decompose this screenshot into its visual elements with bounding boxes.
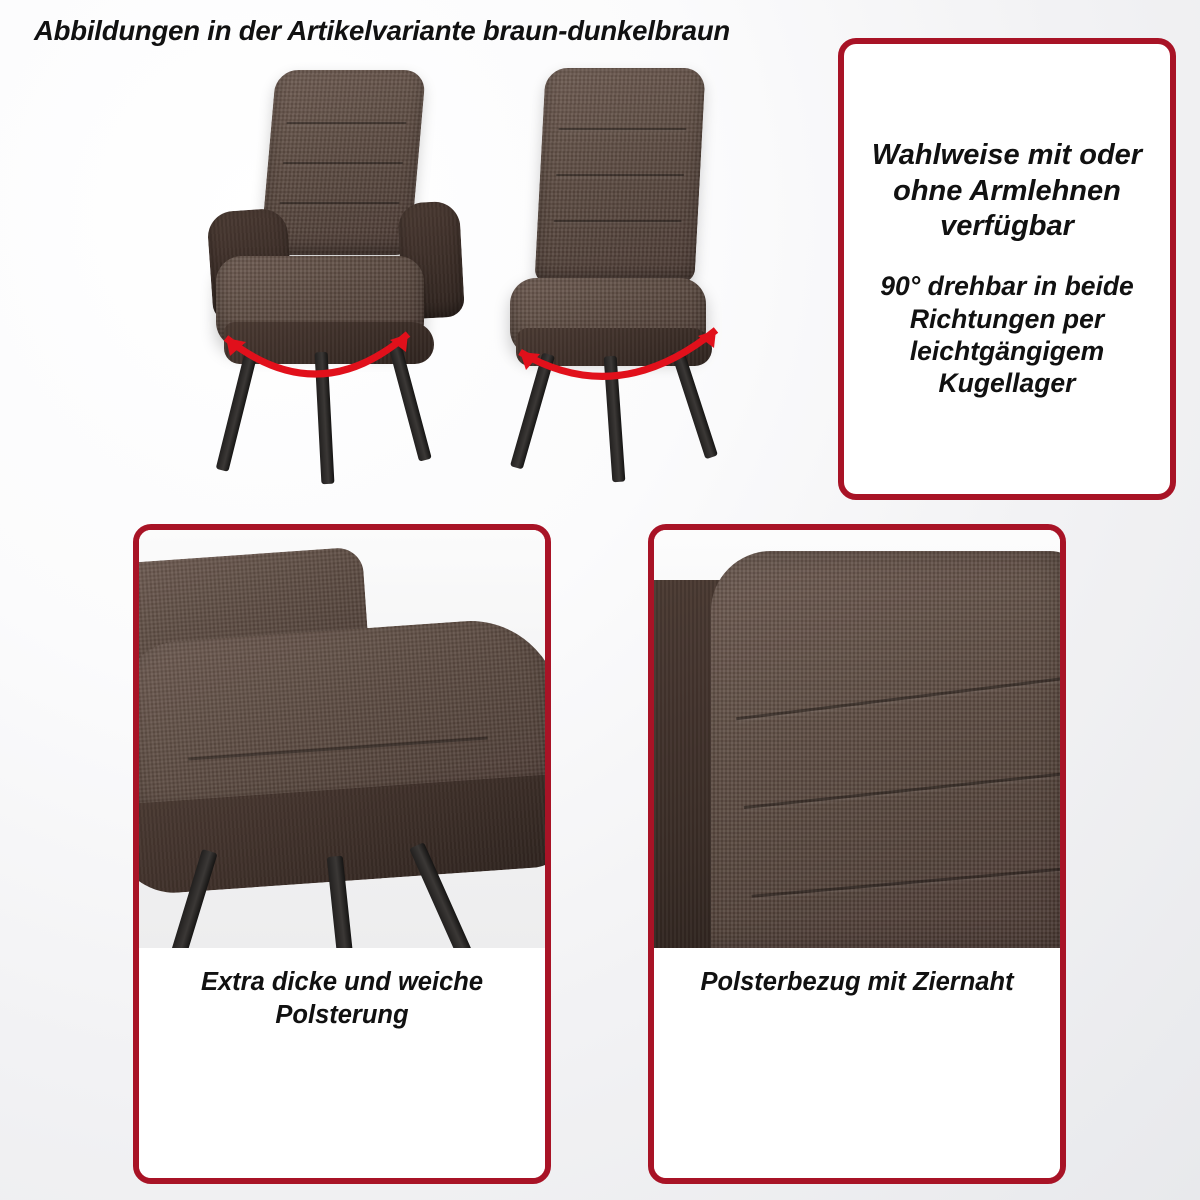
feature-text-card: [838, 38, 1176, 500]
chair-backrest: [534, 68, 705, 283]
feature-line-armrests: Wahlweise mit oder ohne Armlehnen verfügbar: [871, 139, 1143, 243]
seat-cushion-closeup-photo: [139, 530, 545, 948]
detail-card-stitching: [648, 524, 1066, 1184]
chair-leg: [216, 352, 258, 472]
chair-leg: [604, 356, 626, 483]
detail-caption-text: Polsterbezug mit Ziernaht: [700, 968, 1014, 996]
backrest-cushion: [711, 551, 1060, 948]
chair-leg: [315, 352, 335, 484]
chair-with-armrests-image: [168, 60, 468, 480]
detail-card-cushion: [133, 524, 551, 1184]
page-title: Abbildungen in der Artikelvariante braun-dunkelbraun: [34, 15, 731, 46]
feature-line-swivel: 90° drehbar in beide Richtungen per leichtgängigem Kugellager: [880, 271, 1134, 399]
chair-without-armrests-image: [482, 60, 762, 480]
detail-caption: [654, 948, 1060, 1178]
detail-caption-text: Extra dicke und weiche Polsterung: [200, 968, 484, 1029]
detail-caption: [139, 948, 545, 1178]
chair-leg: [510, 352, 555, 469]
backrest-stitching-closeup-photo: [654, 530, 1060, 948]
